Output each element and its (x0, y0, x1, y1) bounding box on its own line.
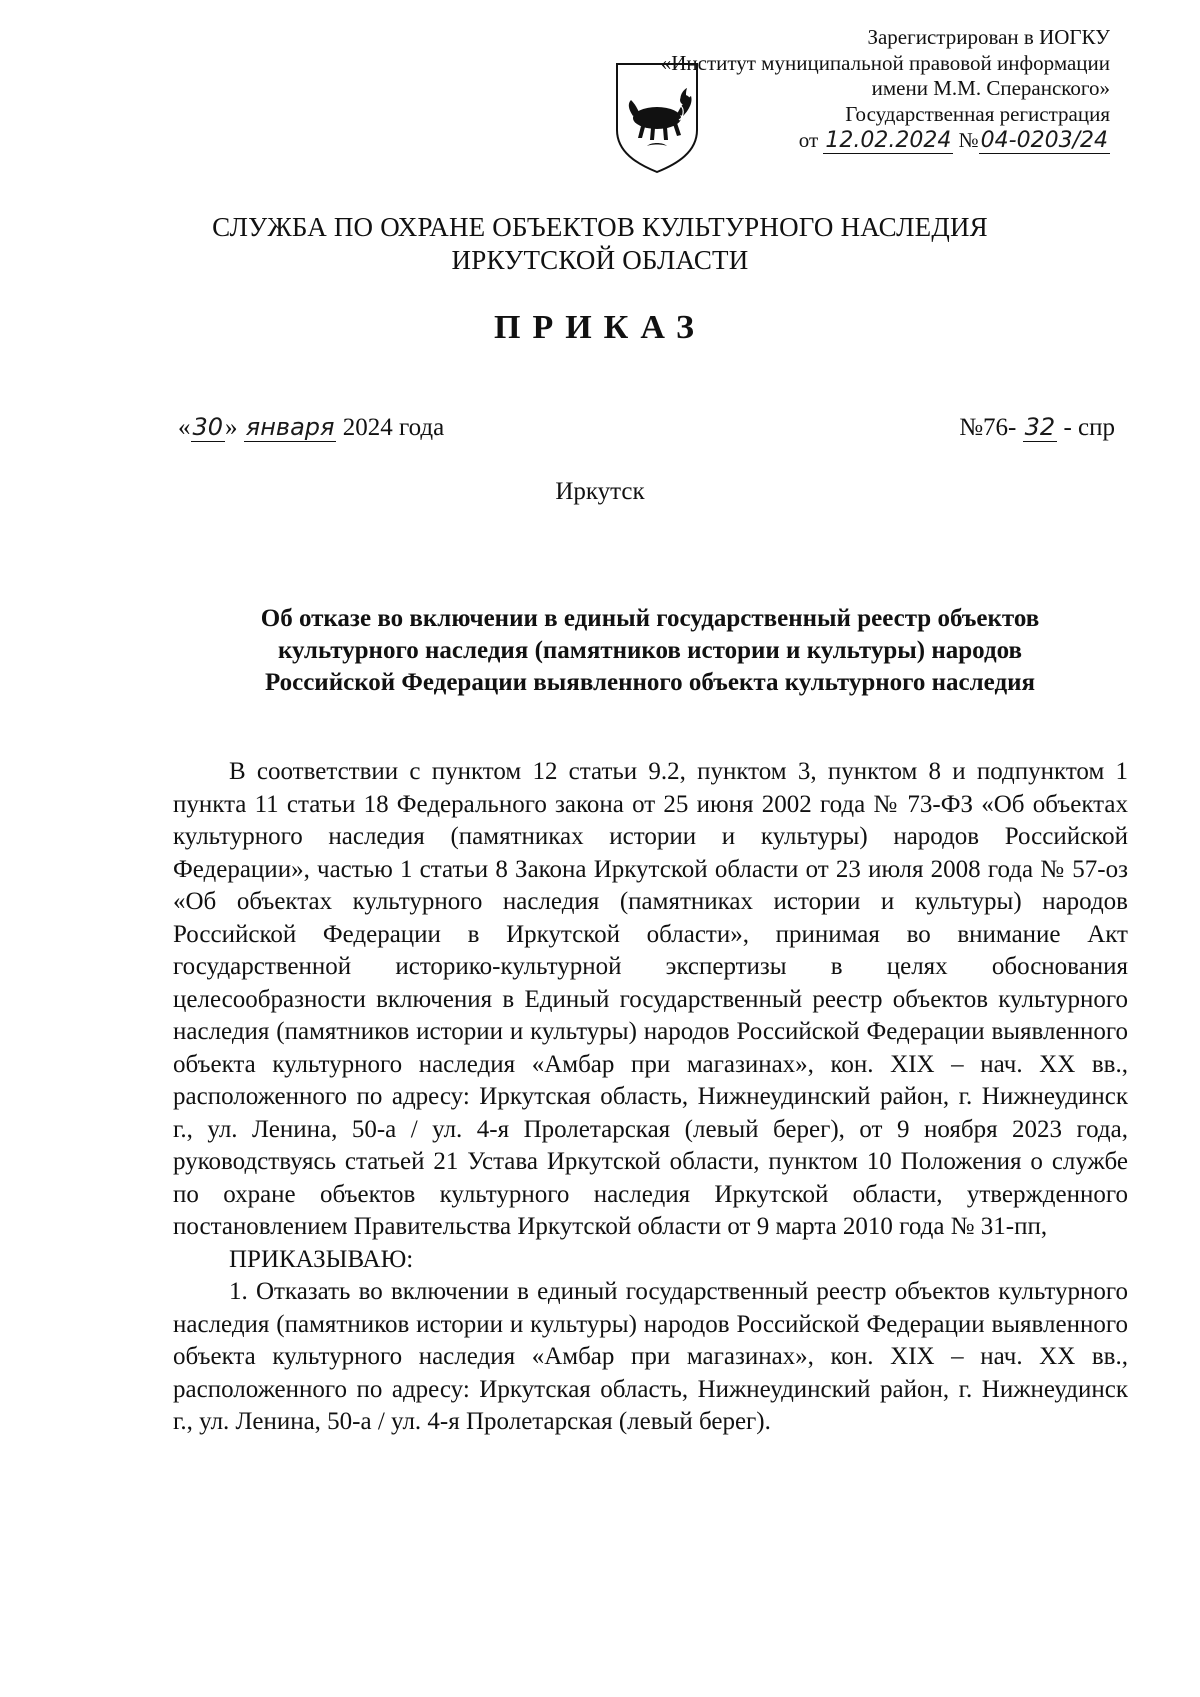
order-word: ПРИКАЗЫВАЮ: (229, 1245, 414, 1273)
registration-line-4: Государственная регистрация (845, 101, 1110, 126)
registration-number-prefix: № (958, 128, 979, 152)
date-month: января (245, 413, 335, 441)
order-date (178, 413, 444, 442)
organization-name (0, 211, 1200, 277)
registration-number: 04-0203/24 (980, 128, 1108, 153)
order-number (959, 413, 1115, 442)
order-number-prefix: №76- (959, 414, 1017, 441)
registration-line-2: «Институт муниципальной правовой информации (660, 50, 1110, 75)
organization-line-2: ИРКУТСКОЙ ОБЛАСТИ (451, 245, 749, 275)
date-open-quote: « (178, 414, 191, 441)
coat-of-arms-icon (611, 60, 703, 174)
title-line-3: Российской Федерации выявленного объекта культурного наследия (264, 669, 1036, 696)
date-day: 30 (192, 413, 224, 441)
date-year: 2024 года (342, 414, 445, 441)
order-item-1: 1. Отказать во включении в единый государственный реестр объектов культурного наследия (памятников истории и культуры) народов Российской Федерации выявленного объекта культурного наследия «Амбар при магазинах», кон. XIX – нач. XX вв., расположенного по адресу: Иркутская область, Нижнеудинский район, г. Нижнеудинск г., ул. Ленина, 50-а / ул. 4-я Пролетарская (левый берег). (173, 1278, 1128, 1435)
registration-line-1: Зарегистрирован в ИОГКУ (867, 25, 1110, 49)
city: Иркутск (555, 478, 645, 505)
document-type: ПРИКАЗ (494, 309, 706, 346)
title-line-2: культурного наследия (памятников истории и культуры) народов (277, 637, 1022, 664)
order-number-suffix: - спр (1063, 414, 1115, 441)
order-number-value: 32 (1024, 413, 1056, 441)
registration-date: 12.02.2024 (825, 128, 952, 153)
document-body (173, 756, 1128, 1439)
organization-line-1: СЛУЖБА ПО ОХРАНЕ ОБЪЕКТОВ КУЛЬТУРНОГО НАСЛЕДИЯ (212, 212, 988, 242)
registration-line-3: имени М.М. Сперанского» (871, 76, 1110, 100)
preamble-paragraph: В соответствии с пунктом 12 статьи 9.2, пунктом 3, пунктом 8 и подпунктом 1 пункта 11 статьи 18 Федерального закона от 25 июня 2002 года № 73-ФЗ «Об объектах культурного наследия (памятниках истории и культуры) народов Российской Федерации», частью 1 статьи 8 Закона Иркутской области от 23 июля 2008 года № 57-оз «Об объектах культурного наследия (памятниках истории и культуры) народов Российской Федерации в Иркутской области», принимая во внимание Акт государственной историко-культурной экспертизы в целях обоснования целесообразности включения в Единый государственный реестр объектов культурного наследия (памятников истории и культуры) народов Российской Федерации выявленного объекта культурного наследия «Амбар при магазинах», кон. XIX – нач. XX вв., расположенного по адресу: Иркутская область, Нижнеудинский район, г. Нижнеудинск г., ул. Ленина, 50-а / ул. 4-я Пролетарская (левый берег), от 9 ноября 2023 года, руководствуясь статьей 21 Устава Иркутской области, пунктом 10 Положения о службе по охране объектов культурного наследия Иркутской области, утвержденного постановлением Правительства Иркутской области от 9 марта 2010 года № 31-пп, (173, 758, 1128, 1240)
title-line-1: Об отказе во включении в единый государственный реестр объектов (260, 605, 1040, 632)
document-title (170, 603, 1130, 699)
registration-from-prefix: от (798, 128, 819, 152)
date-close-quote: » (225, 414, 238, 441)
